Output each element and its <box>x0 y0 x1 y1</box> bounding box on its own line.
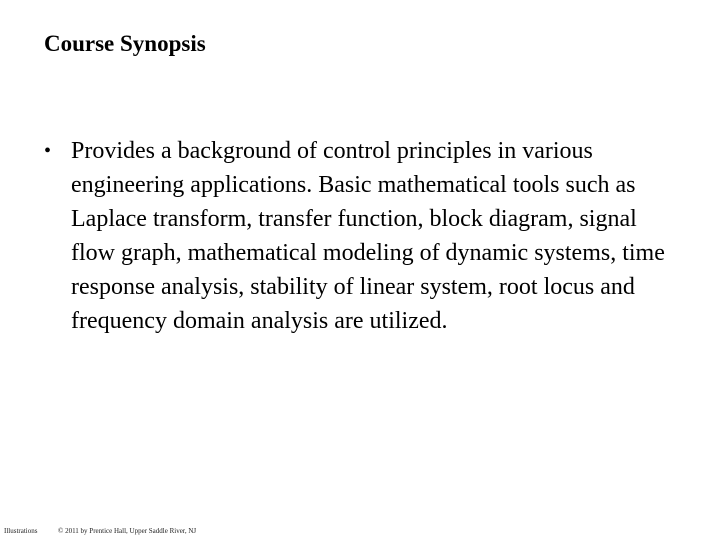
bullet-item <box>44 134 684 338</box>
footer-copyright: © 2011 by Prentice Hall, Upper Saddle River, NJ <box>58 527 197 535</box>
bullet-text: Provides a background of control principles in various engineering applications. Basic mathematical tools such as Laplace transform, transfer function, block diagram, signal flow graph, mathematical modeling of dynamic systems, time response analysis, stability of linear system, root locus and frequency domain analysis are utilized. <box>71 138 665 334</box>
bullet-marker: • <box>44 140 52 162</box>
slide-title: Course Synopsis <box>44 31 206 56</box>
footer-label: Illustrations <box>4 527 38 535</box>
slide-content <box>44 134 684 338</box>
